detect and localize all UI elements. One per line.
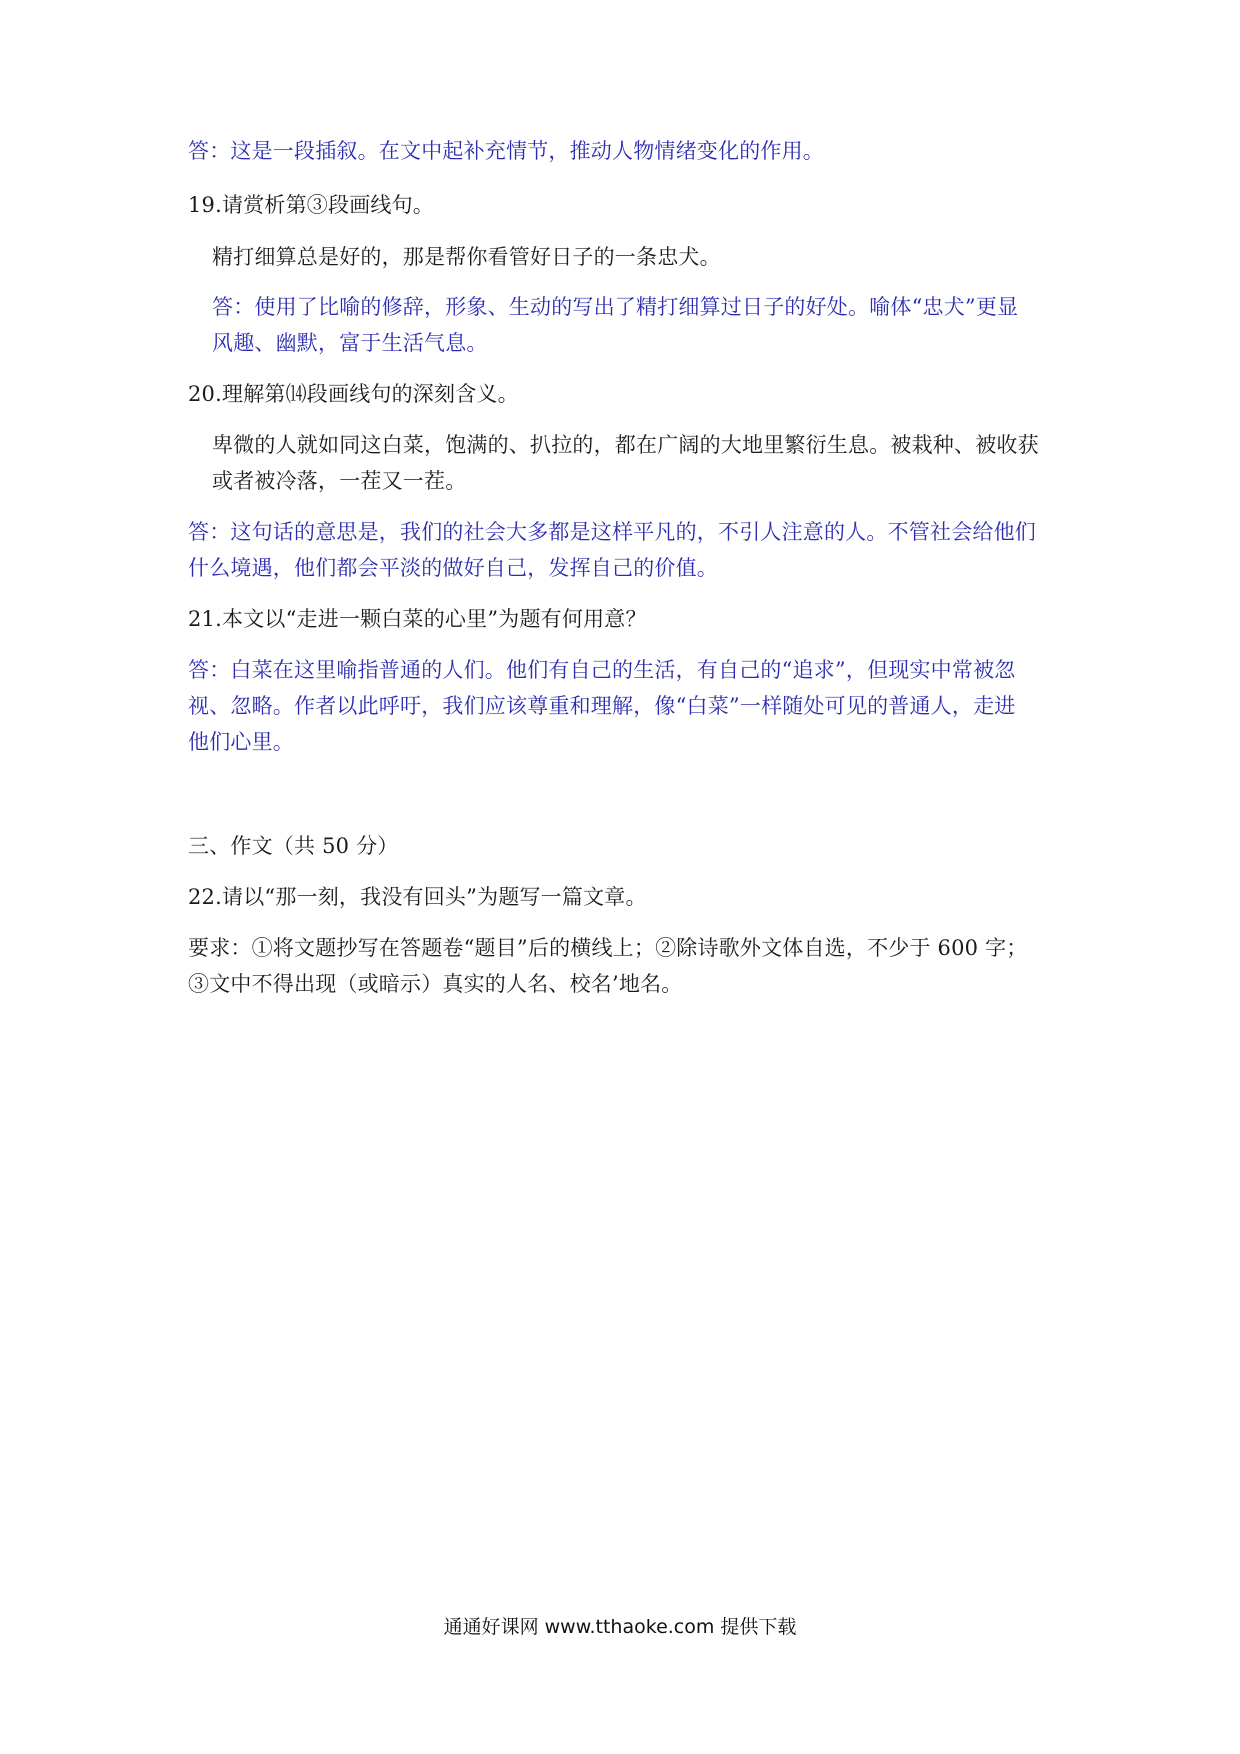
question-20-quote-line-1: 卑微的人就如同这白菜，饱满的、扒拉的，都在广阔的大地里繁衍生息。被栽种、被收获	[212, 433, 1039, 457]
requirements-line-1: 要求：①将文题抄写在答题卷“题目”后的横线上；②除诗歌外文体自选，不少于 600 字；	[188, 936, 1028, 960]
answer-19-line-2: 风趣、幽默，富于生活气息。	[212, 331, 488, 355]
answer-20-line-1: 答：这句话的意思是，我们的社会大多都是这样平凡的，不引人注意的人。不管社会给他们	[188, 520, 1036, 544]
answer-21-line-2: 视、忽略。作者以此呼吁，我们应该尊重和理解，像“白菜”一样随处可见的普通人，走进	[188, 694, 1016, 718]
answer-21-line-1: 答：白菜在这里喻指普通的人们。他们有自己的生活，有自己的“追求”，但现实中常被忽	[188, 658, 1016, 682]
answer-21-line-3: 他们心里。	[188, 730, 294, 754]
answer-18: 答：这是一段插叙。在文中起补充情节，推动人物情绪变化的作用。	[188, 139, 824, 163]
page-footer: 通通好课网 www.tthaoke.com 提供下载	[443, 1616, 797, 1638]
question-21: 21.本文以“走进一颗白菜的心里”为题有何用意？	[188, 607, 647, 631]
answer-19-line-1: 答：使用了比喻的修辞，形象、生动的写出了精打细算过日子的好处。喻体“忠犬”更显	[212, 295, 1019, 319]
question-20-quote-line-2: 或者被冷落，一茬又一茬。	[212, 469, 467, 493]
question-19-quote: 精打细算总是好的，那是帮你看管好日子的一条忠犬。	[212, 245, 721, 269]
requirements-line-2: ③文中不得出现（或暗示）真实的人名、校名’地名。	[188, 972, 683, 996]
question-22: 22.请以“那一刻，我没有回头”为题写一篇文章。	[188, 885, 647, 909]
section-three-heading: 三、作文（共 50 分）	[188, 834, 399, 858]
question-20: 20.理解第⒁段画线句的深刻含义。	[188, 382, 519, 406]
question-19: 19.请赏析第③段画线句。	[188, 193, 434, 217]
answer-20-line-2: 什么境遇，他们都会平淡的做好自己，发挥自己的价值。	[188, 556, 718, 580]
